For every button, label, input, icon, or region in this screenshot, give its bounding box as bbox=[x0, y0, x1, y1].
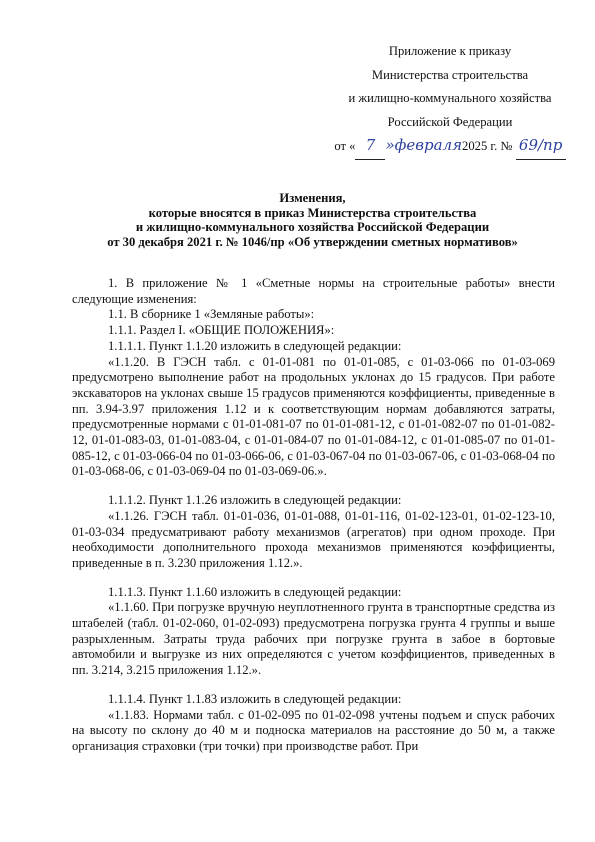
handwritten-month: »февраля bbox=[385, 136, 463, 154]
date-prefix: от « bbox=[334, 139, 356, 153]
title-line-3: и жилищно-коммунального хозяйства Российской Федерации bbox=[135, 220, 490, 234]
paragraph: 1.1.1.3. Пункт 1.1.60 изложить в следующей редакции: bbox=[108, 584, 402, 599]
title-line-4: от 30 декабря 2021 г. № 1046/пр «Об утверждении сметных нормативов» bbox=[107, 234, 518, 249]
title-line-2: которые вносятся в приказ Министерства строительства bbox=[148, 205, 477, 220]
appendix-header bbox=[305, 40, 595, 160]
title-line-1: Изменения, bbox=[279, 191, 346, 205]
quoted-paragraph: «1.1.83. Нормами табл. с 01-02-095 по 01-02-098 учтены подъем и спуск рабочих на высоту по склону до 40 м и подноска материалов на расстояние до 50 м, а также организация страховки (три точки) при производстве работ. При bbox=[72, 707, 555, 753]
quoted-paragraph: «1.1.26. ГЭСН табл. 01-01-036, 01-01-088, 01-01-116, 01-02-123-01, 01-02-123-10, 01-03-034 предусматривают работу механизмов (агрегатов) при одном проходе. При необходимости дополнительного прохода механизмов применяются коэффициенты, приведенные в п. 3.230 приложения 1.12.». bbox=[72, 508, 555, 570]
document-title bbox=[70, 191, 555, 249]
paragraph: 1.1.1.1. Пункт 1.1.20 изложить в следующей редакции: bbox=[108, 338, 402, 353]
paragraph: 1.1.1.4. Пункт 1.1.83 изложить в следующей редакции: bbox=[108, 691, 402, 706]
appendix-line-1: Приложение к приказу bbox=[388, 44, 512, 58]
paragraph: 1.1.1.2. Пункт 1.1.26 изложить в следующей редакции: bbox=[108, 493, 402, 508]
document-body bbox=[72, 276, 555, 755]
quoted-paragraph: «1.1.60. При погрузке вручную неуплотненного грунта в транспортные средства из штабелей (табл. 01-02-060, 01-02-093) предусмотрена погрузка грунта 4 группы и выше разрыхленным. Затраты труда рабочих при погрузке грунта в забое в бортовые автомобили и выгрузке из них определяются с учетом коэффициентов, приведенных в пп. 3.214, 3.215 приложения 1.12.». bbox=[72, 600, 555, 678]
order-date-line bbox=[305, 134, 595, 160]
appendix-line-2: Министерства строительства bbox=[371, 67, 529, 82]
appendix-line-4: Российской Федерации bbox=[387, 114, 513, 129]
paragraph: 1.1. В сборнике 1 «Земляные работы»: bbox=[108, 307, 315, 322]
paragraph: 1. В приложение № 1 «Сметные нормы на строительные работы» внести следующие изменения: bbox=[72, 276, 555, 306]
date-year: 2025 г. № bbox=[462, 139, 513, 153]
quoted-paragraph: «1.1.20. В ГЭСН табл. с 01-01-081 по 01-01-085, с 01-03-066 по 01-03-069 предусмотрено выполнение работ на продольных уклонах до 15 градусов. При работе экскаваторов на уклонах свыше 15 градусов применяются коэффициенты, приведенные в пп. 3.94-3.97 приложения 1.12 и к соответствующим нормам добавляются затраты, предусмотренные нормами с 01-01-081-07 по 01-01-081-12, с 01-01-082-07 по 01-01-082-12, 01-01-083-03, 01-01-083-04, с 01-01-084-07 по 01-01-084-12, с 01-01-085-07 по 01-01-085-12, с 01-03-066-04 по 01-03-066-06, с 01-03-067-04 по 01-03-067-06, с 01-03-068-04 по 01-03-068-06, с 01-03-069-04 по 01-03-069-06.». bbox=[72, 354, 555, 479]
handwritten-order-number: 69/пр bbox=[518, 136, 563, 154]
appendix-line-3: и жилищно-коммунального хозяйства bbox=[348, 91, 552, 105]
paragraph: 1.1.1. Раздел I. «ОБЩИЕ ПОЛОЖЕНИЯ»: bbox=[108, 323, 335, 338]
handwritten-day: 7 bbox=[365, 136, 376, 154]
